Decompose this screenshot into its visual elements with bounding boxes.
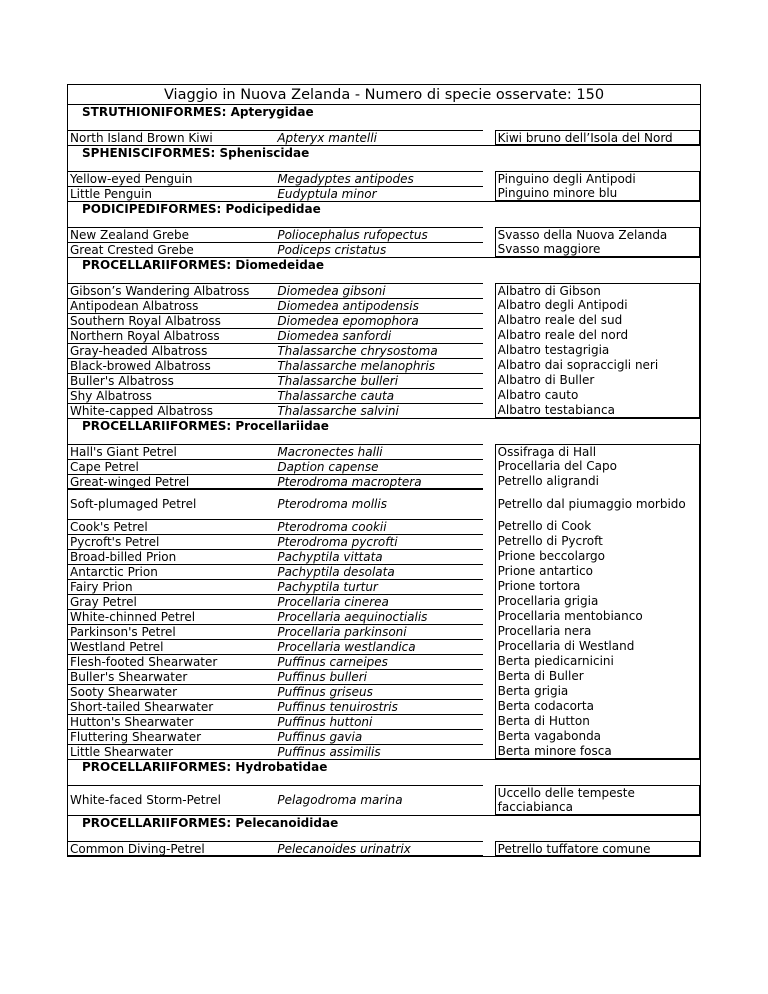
english-name: Cape Petrel xyxy=(68,459,275,474)
scientific-name: Megadyptes antipodes xyxy=(275,171,482,186)
italian-name: Prione antartico xyxy=(495,564,700,579)
english-name: Antarctic Prion xyxy=(68,564,275,579)
family-section xyxy=(67,146,701,202)
italian-name: Pinguino degli Antipodi xyxy=(495,171,700,186)
english-name: Soft-plumaged Petrel xyxy=(68,489,275,519)
species-row xyxy=(68,186,700,201)
english-name: Great-winged Petrel xyxy=(68,474,275,489)
species-row xyxy=(68,227,700,242)
italian-name: Svasso della Nuova Zelanda xyxy=(495,227,700,242)
page-title: Viaggio in Nuova Zelanda - Numero di specie osservate: 150 xyxy=(67,84,701,105)
scientific-name: Pterodroma cookii xyxy=(275,519,482,534)
italian-name: Pinguino minore blu xyxy=(495,186,700,201)
italian-name: Petrello tuffatore comune xyxy=(495,841,700,856)
species-row xyxy=(68,579,700,594)
scientific-name: Puffinus carneipes xyxy=(275,654,482,669)
species-row xyxy=(68,283,700,298)
english-name: Pycroft's Petrel xyxy=(68,534,275,549)
english-name: White-capped Albatross xyxy=(68,403,275,418)
scientific-name: Procellaria aequinoctialis xyxy=(275,609,482,624)
scientific-name: Daption capense xyxy=(275,459,482,474)
english-name: Flesh-footed Shearwater xyxy=(68,654,275,669)
english-name: White-faced Storm-Petrel xyxy=(68,785,275,815)
italian-name: Albatro reale del nord xyxy=(495,328,700,343)
family-section xyxy=(67,419,701,760)
scientific-name: Procellaria parkinsoni xyxy=(275,624,482,639)
species-document xyxy=(67,84,701,857)
english-name: Hutton's Shearwater xyxy=(68,714,275,729)
english-name: Great Crested Grebe xyxy=(68,242,275,257)
family-heading: PROCELLARIIFORMES: Diomedeidae xyxy=(82,258,325,272)
scientific-name: Diomedea gibsoni xyxy=(275,283,482,298)
english-name: Fairy Prion xyxy=(68,579,275,594)
english-name: Gray Petrel xyxy=(68,594,275,609)
family-section xyxy=(67,105,701,146)
species-row xyxy=(68,298,700,313)
italian-name: Uccello delle tempeste facciabianca xyxy=(495,785,700,815)
species-row xyxy=(68,343,700,358)
italian-name: Procellaria di Westland xyxy=(495,639,700,654)
species-row xyxy=(68,242,700,257)
species-row xyxy=(68,549,700,564)
english-name: White-chinned Petrel xyxy=(68,609,275,624)
scientific-name: Diomedea epomophora xyxy=(275,313,482,328)
species-row xyxy=(68,699,700,714)
english-name: Common Diving-Petrel xyxy=(68,841,275,856)
italian-name: Petrello dal piumaggio morbido xyxy=(495,489,700,519)
italian-name: Berta minore fosca xyxy=(495,744,700,759)
species-row xyxy=(68,639,700,654)
species-row xyxy=(68,373,700,388)
italian-name: Berta di Hutton xyxy=(495,714,700,729)
scientific-name: Procellaria cinerea xyxy=(275,594,482,609)
family-section xyxy=(67,760,701,816)
english-name: New Zealand Grebe xyxy=(68,227,275,242)
italian-name: Berta piedicarnicini xyxy=(495,654,700,669)
family-section xyxy=(67,258,701,419)
scientific-name: Puffinus gavia xyxy=(275,729,482,744)
family-section xyxy=(67,816,701,857)
english-name: Yellow-eyed Penguin xyxy=(68,171,275,186)
species-row xyxy=(68,684,700,699)
species-row xyxy=(68,624,700,639)
italian-name: Kiwi bruno dell’Isola del Nord xyxy=(495,130,700,145)
italian-name: Albatro cauto xyxy=(495,388,700,403)
scientific-name: Pachyptila desolata xyxy=(275,564,482,579)
species-row xyxy=(68,358,700,373)
species-row xyxy=(68,313,700,328)
scientific-name: Puffinus assimilis xyxy=(275,744,482,759)
italian-name: Procellaria mentobianco xyxy=(495,609,700,624)
english-name: Cook's Petrel xyxy=(68,519,275,534)
italian-name: Berta codacorta xyxy=(495,699,700,714)
english-name: North Island Brown Kiwi xyxy=(68,130,275,145)
italian-name: Albatro di Buller xyxy=(495,373,700,388)
species-row xyxy=(68,729,700,744)
species-sections xyxy=(67,105,701,857)
scientific-name: Pterodroma macroptera xyxy=(275,474,482,489)
species-row xyxy=(68,714,700,729)
scientific-name: Thalassarche salvini xyxy=(275,403,482,418)
italian-name: Albatro testabianca xyxy=(495,403,700,418)
english-name: Antipodean Albatross xyxy=(68,298,275,313)
english-name: Buller's Albatross xyxy=(68,373,275,388)
scientific-name: Thalassarche cauta xyxy=(275,388,482,403)
family-heading: PROCELLARIIFORMES: Hydrobatidae xyxy=(82,760,328,774)
scientific-name: Puffinus tenuirostris xyxy=(275,699,482,714)
species-row xyxy=(68,130,700,145)
scientific-name: Pterodroma pycrofti xyxy=(275,534,482,549)
scientific-name: Thalassarche chrysostoma xyxy=(275,343,482,358)
scientific-name: Macronectes halli xyxy=(275,444,482,459)
italian-name: Albatro testagrigia xyxy=(495,343,700,358)
scientific-name: Puffinus griseus xyxy=(275,684,482,699)
italian-name: Petrello di Pycroft xyxy=(495,534,700,549)
scientific-name: Pelecanoides urinatrix xyxy=(275,841,482,856)
italian-name: Svasso maggiore xyxy=(495,242,700,257)
scientific-name: Diomedea sanfordi xyxy=(275,328,482,343)
italian-name: Petrello aligrandi xyxy=(495,474,700,489)
species-row xyxy=(68,785,700,815)
species-row xyxy=(68,489,700,519)
scientific-name: Apteryx mantelli xyxy=(275,130,482,145)
italian-name: Berta vagabonda xyxy=(495,729,700,744)
species-row xyxy=(68,403,700,418)
scientific-name: Eudyptula minor xyxy=(275,186,482,201)
english-name: Fluttering Shearwater xyxy=(68,729,275,744)
italian-name: Procellaria del Capo xyxy=(495,459,700,474)
english-name: Black-browed Albatross xyxy=(68,358,275,373)
italian-name: Procellaria nera xyxy=(495,624,700,639)
scientific-name: Pterodroma mollis xyxy=(275,489,482,519)
scientific-name: Poliocephalus rufopectus xyxy=(275,227,482,242)
species-row xyxy=(68,388,700,403)
scientific-name: Podiceps cristatus xyxy=(275,242,482,257)
species-row xyxy=(68,841,700,856)
species-row xyxy=(68,744,700,759)
family-section xyxy=(67,202,701,258)
english-name: Broad-billed Prion xyxy=(68,549,275,564)
scientific-name: Pachyptila turtur xyxy=(275,579,482,594)
scientific-name: Puffinus huttoni xyxy=(275,714,482,729)
italian-name: Albatro dai sopraccigli neri xyxy=(495,358,700,373)
species-row xyxy=(68,669,700,684)
english-name: Southern Royal Albatross xyxy=(68,313,275,328)
english-name: Hall's Giant Petrel xyxy=(68,444,275,459)
family-heading: PODICIPEDIFORMES: Podicipedidae xyxy=(82,202,321,216)
english-name: Little Penguin xyxy=(68,186,275,201)
english-name: Buller's Shearwater xyxy=(68,669,275,684)
english-name: Westland Petrel xyxy=(68,639,275,654)
italian-name: Berta di Buller xyxy=(495,669,700,684)
scientific-name: Pelagodroma marina xyxy=(275,785,482,815)
species-row xyxy=(68,519,700,534)
english-name: Parkinson's Petrel xyxy=(68,624,275,639)
italian-name: Prione tortora xyxy=(495,579,700,594)
english-name: Short-tailed Shearwater xyxy=(68,699,275,714)
family-heading: PROCELLARIIFORMES: Pelecanoididae xyxy=(82,816,339,830)
family-heading: PROCELLARIIFORMES: Procellariidae xyxy=(82,419,329,433)
english-name: Northern Royal Albatross xyxy=(68,328,275,343)
italian-name: Albatro reale del sud xyxy=(495,313,700,328)
species-row xyxy=(68,459,700,474)
italian-name: Berta grigia xyxy=(495,684,700,699)
species-row xyxy=(68,474,700,489)
species-row xyxy=(68,654,700,669)
species-row xyxy=(68,609,700,624)
species-row xyxy=(68,534,700,549)
species-row xyxy=(68,171,700,186)
english-name: Gibson’s Wandering Albatross xyxy=(68,283,275,298)
family-heading: SPHENISCIFORMES: Spheniscidae xyxy=(82,146,310,160)
scientific-name: Diomedea antipodensis xyxy=(275,298,482,313)
english-name: Gray-headed Albatross xyxy=(68,343,275,358)
family-heading: STRUTHIONIFORMES: Apterygidae xyxy=(82,105,314,119)
italian-name: Petrello di Cook xyxy=(495,519,700,534)
scientific-name: Thalassarche bulleri xyxy=(275,373,482,388)
scientific-name: Puffinus bulleri xyxy=(275,669,482,684)
species-row xyxy=(68,564,700,579)
species-row xyxy=(68,444,700,459)
english-name: Little Shearwater xyxy=(68,744,275,759)
scientific-name: Thalassarche melanophris xyxy=(275,358,482,373)
scientific-name: Procellaria westlandica xyxy=(275,639,482,654)
scientific-name: Pachyptila vittata xyxy=(275,549,482,564)
italian-name: Albatro di Gibson xyxy=(495,283,700,298)
italian-name: Prione beccolargo xyxy=(495,549,700,564)
italian-name: Ossifraga di Hall xyxy=(495,444,700,459)
species-row xyxy=(68,328,700,343)
species-row xyxy=(68,594,700,609)
italian-name: Procellaria grigia xyxy=(495,594,700,609)
italian-name: Albatro degli Antipodi xyxy=(495,298,700,313)
english-name: Shy Albatross xyxy=(68,388,275,403)
english-name: Sooty Shearwater xyxy=(68,684,275,699)
